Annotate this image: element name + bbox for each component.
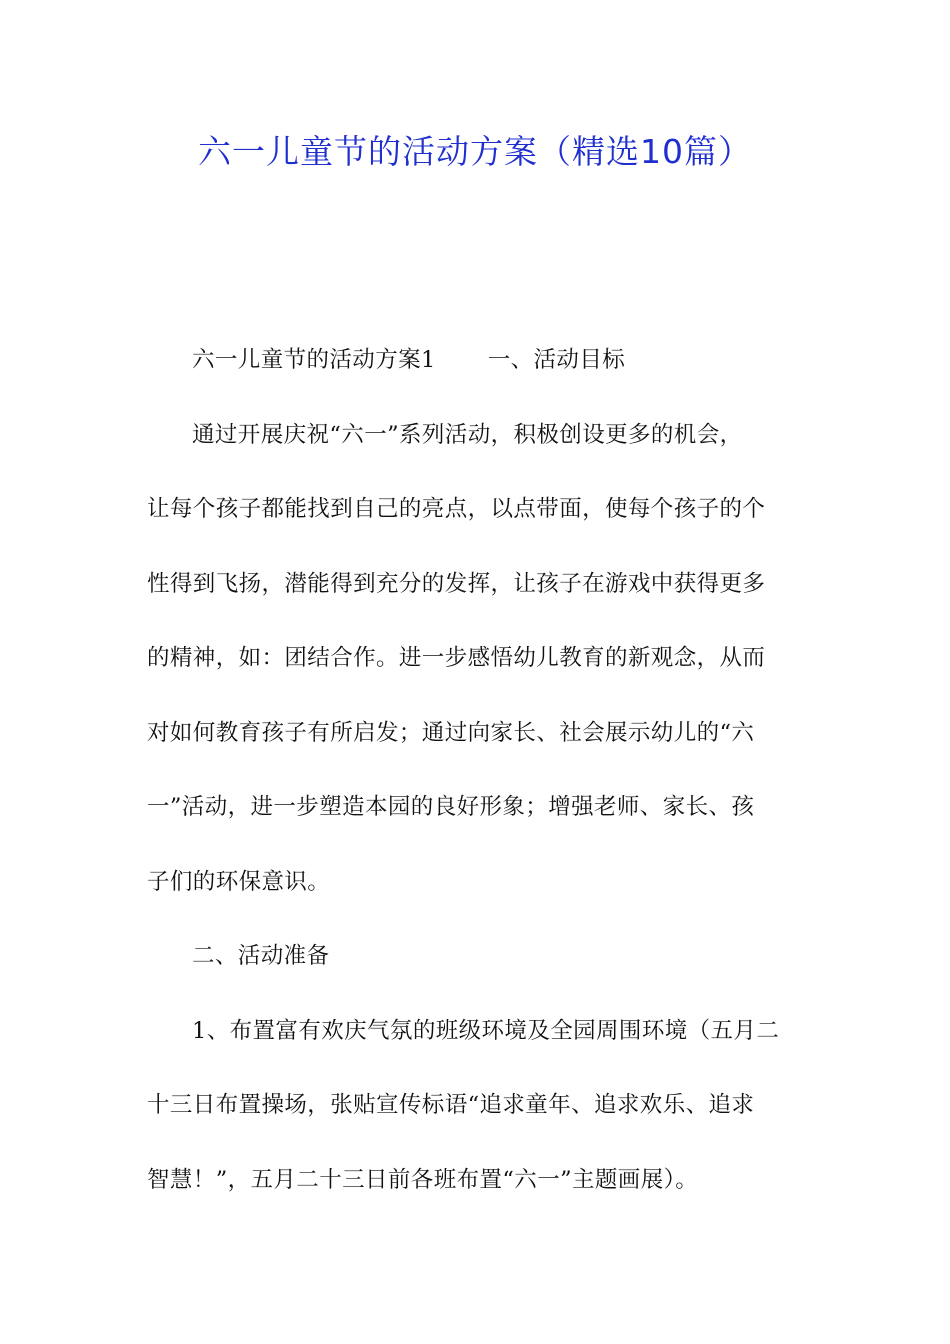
- document-title: 六一儿童节的活动方案（精选10篇）: [198, 132, 752, 171]
- paragraph-line: 一”活动，进一步塑造本园的良好形象；增强老师、家长、孩: [147, 794, 755, 820]
- paragraph-line: 性得到飞扬，潜能得到充分的发挥，让孩子在游戏中获得更多: [147, 571, 766, 597]
- paragraph-line: 对如何教育孩子有所启发；通过向家长、社会展示幼儿的“六: [147, 720, 755, 746]
- paragraph-line: 的精神，如：团结合作。进一步感悟幼儿教育的新观念，从而: [147, 645, 766, 671]
- subheading-activity-prep: 二、活动准备: [192, 943, 330, 969]
- paragraph-line: 智慧！”，五月二十三日前各班布置“六一”主题画展）。: [147, 1167, 699, 1193]
- subheading-activity-goal: 一、活动目标: [487, 347, 626, 373]
- paragraph-line: 通过开展庆祝“六一”系列活动，积极创设更多的机会，: [192, 422, 743, 448]
- section-heading-line: [192, 340, 625, 380]
- paragraph-line: 1、布置富有欢庆气氛的班级环境及全园周围环境（五月二: [192, 1018, 780, 1044]
- paragraph-line: 子们的环保意识。: [147, 869, 331, 895]
- paragraph-line: 让每个孩子都能找到自己的亮点，以点带面，使每个孩子的个: [147, 496, 766, 522]
- paragraph-line: 十三日布置操场，张贴宣传标语“追求童年、追求欢乐、追求: [147, 1092, 755, 1118]
- section-heading: 六一儿童节的活动方案1: [192, 347, 436, 373]
